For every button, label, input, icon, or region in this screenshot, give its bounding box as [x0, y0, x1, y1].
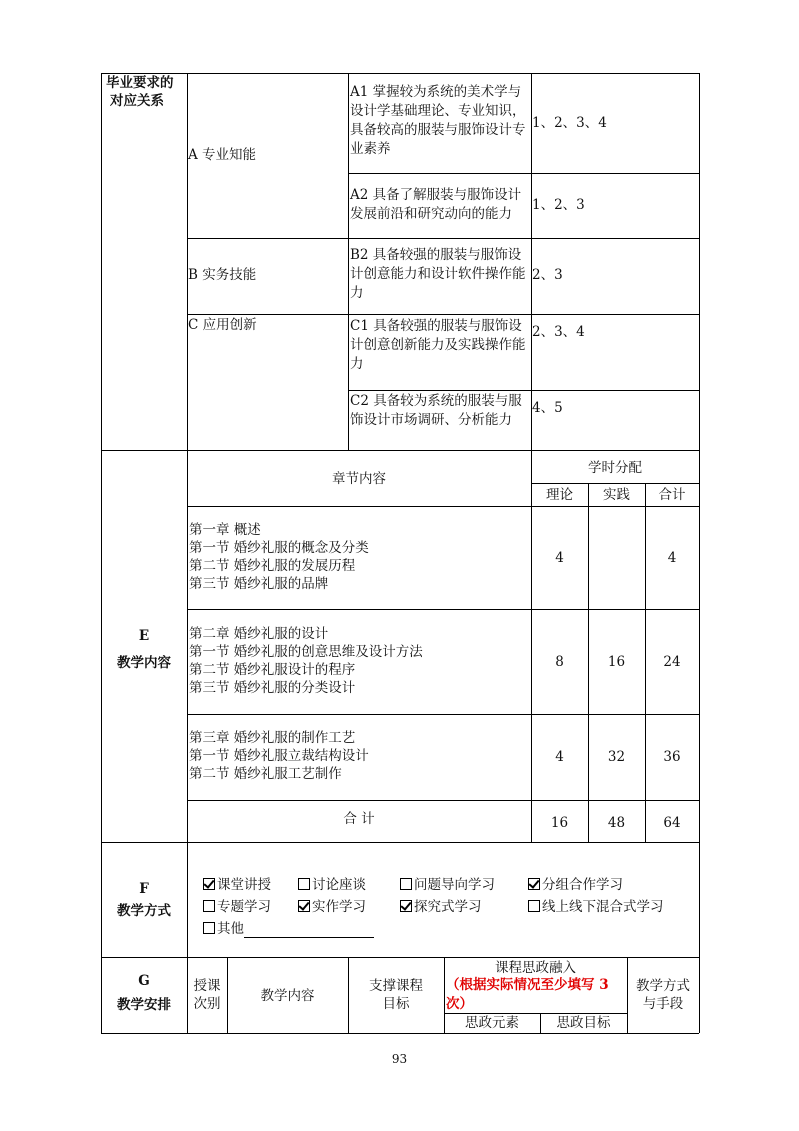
- grid-line: [187, 238, 699, 239]
- group-label-b: B 实务技能: [188, 267, 257, 283]
- objectives-column-header: 思政目标: [556, 1015, 611, 1031]
- grid-line: [348, 390, 699, 391]
- requirement-b2-number: 2、3: [532, 267, 563, 283]
- table-bottom-border: [101, 1033, 699, 1034]
- table-top-border: [101, 73, 699, 74]
- sum-label: 合 计: [343, 811, 375, 827]
- graduation-heading-line1: 毕业要求的: [106, 75, 174, 91]
- checkbox-icon[interactable]: [528, 900, 540, 912]
- grid-line: [187, 609, 699, 610]
- method-option-inquiry[interactable]: 探究式学习: [400, 898, 482, 916]
- requirement-c1: C1 具备较强的服装与服饰设计创意创新能力及实践操作能力: [350, 318, 526, 372]
- section-divider: [101, 957, 699, 958]
- chapter-2-line: 第二章 婚纱礼服的设计: [189, 626, 329, 642]
- checkbox-icon[interactable]: [400, 878, 412, 890]
- requirement-b2: B2 具备较强的服装与服饰设计创意能力和设计软件操作能力: [350, 247, 526, 301]
- method-option-blended[interactable]: 线上线下混合式学习: [528, 898, 664, 916]
- chapter-2-theory: 8: [555, 654, 564, 670]
- chapter-2-text: [189, 625, 423, 697]
- practice-column-header: 实践: [603, 487, 630, 503]
- page-number: 93: [391, 1052, 408, 1066]
- grid-line: [348, 73, 349, 450]
- content-letter: E: [138, 628, 150, 644]
- method-option-topic-study[interactable]: 专题学习: [203, 898, 271, 916]
- chapter-1-line: 第一章 概述: [189, 522, 261, 538]
- chapter-1-text: [189, 521, 369, 593]
- checkbox-icon[interactable]: [203, 900, 215, 912]
- chapter-3-theory: 4: [555, 749, 564, 765]
- sum-total: 64: [663, 815, 681, 831]
- checkbox-icon[interactable]: [400, 900, 412, 912]
- goal-column-header: 支撑课程 目标: [369, 978, 423, 1012]
- checkbox-icon[interactable]: [203, 922, 215, 934]
- chapter-1-theory: 4: [555, 550, 564, 566]
- grid-line: [187, 506, 699, 507]
- group-label-a: A 专业知能: [188, 147, 257, 163]
- requirement-a1: A1 掌握较为系统的美术学与设计学基础理论、专业知识，具备较高的服装与服饰设计专业素养: [350, 84, 526, 157]
- graduation-heading-line2: 对应关系: [110, 93, 164, 109]
- chapter-3-line: 第三章 婚纱礼服的制作工艺: [189, 730, 356, 746]
- grid-line: [187, 714, 699, 715]
- chapter-1-line: 第一节 婚纱礼服的概念及分类: [189, 540, 369, 556]
- checkbox-icon[interactable]: [298, 900, 310, 912]
- chapter-1-line: 第二节 婚纱礼服的发展历程: [189, 558, 356, 574]
- theory-column-header: 理论: [546, 487, 573, 503]
- method-option-practice[interactable]: 实作学习: [298, 898, 366, 916]
- chapter-2-line: 第一节 婚纱礼服的创意思维及设计方法: [189, 644, 423, 660]
- grid-line: [187, 73, 188, 450]
- method-option-group-work[interactable]: 分组合作学习: [528, 876, 623, 894]
- grid-line: [187, 800, 699, 801]
- grid-line: [348, 173, 699, 174]
- ideology-column-header: 课程思政融入: [495, 960, 576, 976]
- chapter-column-header: 章节内容: [332, 471, 386, 487]
- checkbox-icon[interactable]: [298, 878, 310, 890]
- methods-letter: F: [139, 881, 149, 897]
- chapter-3-line: 第一节 婚纱礼服立裁结构设计: [189, 748, 369, 764]
- grid-line: [187, 842, 188, 957]
- method-column-header: 教学方式 与手段: [636, 978, 690, 1012]
- schedule-title: 教学安排: [117, 997, 171, 1013]
- methods-title: 教学方式: [117, 903, 171, 919]
- chapter-2-line: 第三节 婚纱礼服的分类设计: [189, 680, 356, 696]
- chapter-1-line: 第三节 婚纱礼服的品牌: [189, 576, 329, 592]
- grid-line: [187, 314, 699, 315]
- requirement-c2: C2 具备较为系统的服装与服饰设计市场调研、分析能力: [350, 393, 522, 428]
- schedule-letter: G: [138, 973, 150, 989]
- chapter-3-practice: 32: [607, 749, 626, 765]
- ideology-column-note: （根据实际情况至少填写 3 次）: [446, 977, 609, 1012]
- chapter-2-total: 24: [663, 654, 681, 670]
- hours-column-header: 学时分配: [588, 460, 642, 476]
- grid-line: [531, 483, 699, 484]
- session-column-header: 授课 次别: [193, 978, 221, 1012]
- checkbox-icon[interactable]: [203, 878, 215, 890]
- chapter-2-line: 第二节 婚纱礼服设计的程序: [189, 662, 356, 678]
- graduation-heading: [106, 74, 174, 110]
- sum-practice: 48: [607, 815, 626, 831]
- requirement-c2-number: 4、5: [532, 400, 563, 416]
- grid-line: [187, 450, 188, 842]
- content-title: 教学内容: [117, 655, 171, 671]
- requirement-a2: A2 具备了解服装与服饰设计发展前沿和研究动向的能力: [350, 187, 522, 222]
- method-option-problem-based[interactable]: 问题导向学习: [400, 876, 495, 894]
- checkbox-icon[interactable]: [528, 878, 540, 890]
- total-column-header: 合计: [658, 487, 686, 503]
- requirement-a1-number: 1、2、3、4: [532, 115, 607, 131]
- schedule-content-column-header: 教学内容: [260, 988, 315, 1004]
- chapter-3-line: 第二节 婚纱礼服工艺制作: [189, 766, 342, 782]
- sum-theory: 16: [550, 815, 569, 831]
- section-divider: [101, 450, 699, 451]
- section-divider: [101, 842, 699, 843]
- group-label-c: C 应用创新: [188, 317, 257, 333]
- method-option-other[interactable]: 其他: [203, 920, 374, 938]
- chapter-2-practice: 16: [607, 654, 626, 670]
- method-option-lecture[interactable]: 课堂讲授: [203, 876, 271, 894]
- requirement-a2-number: 1、2、3: [532, 197, 585, 213]
- requirement-c1-number: 2、3、4: [532, 324, 585, 340]
- other-input-line[interactable]: [244, 923, 374, 938]
- table-right-border: [699, 73, 700, 1033]
- chapter-3-total: 36: [663, 749, 681, 765]
- elements-column-header: 思政元素: [465, 1015, 519, 1031]
- chapter-3-text: [189, 729, 369, 783]
- chapter-1-total: 4: [667, 550, 677, 566]
- grid-line: [531, 450, 532, 842]
- method-option-discussion[interactable]: 讨论座谈: [298, 876, 366, 894]
